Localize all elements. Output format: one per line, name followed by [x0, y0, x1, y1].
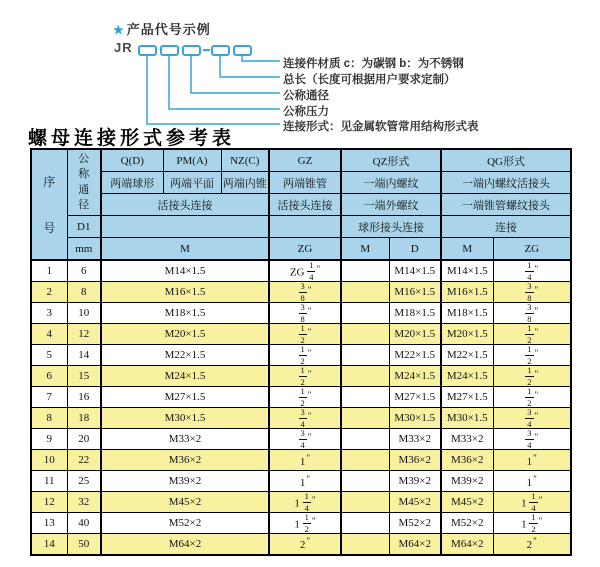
cell-seq: 4 — [31, 324, 67, 345]
cell-dn: 50 — [67, 534, 101, 555]
cell-qg_zg — [493, 260, 571, 282]
header-qg-zg: ZG — [493, 238, 571, 261]
cell-zg: 1 $\frac{1}{2}$ " — [269, 513, 341, 534]
cell-dn: 12 — [67, 324, 101, 345]
cell-qg_m: M22×1.5 — [441, 345, 493, 366]
table-row — [31, 534, 571, 555]
cell-qz_m — [341, 450, 389, 471]
inch-mark: " — [307, 368, 312, 379]
cell-dn: 14 — [67, 345, 101, 366]
cell-m: M45×2 — [101, 492, 269, 513]
cell-m: M36×2 — [101, 450, 269, 471]
cell-zg — [269, 408, 341, 429]
cell-qz_d: M24×1.5 — [389, 366, 441, 387]
cell-dn: 20 — [67, 429, 101, 450]
cell-zg — [269, 345, 341, 366]
inch-mark: " — [534, 389, 539, 400]
cell-zg: ZG $\frac{1}{4}$ " — [269, 260, 341, 282]
cell-qz_d: M27×1.5 — [389, 387, 441, 408]
header-qd: Q(D) — [101, 149, 163, 172]
inch-mark: " — [538, 494, 543, 505]
cell-qg_m: M30×1.5 — [441, 408, 493, 429]
table-row — [31, 450, 571, 471]
header-pma: PM(A) — [163, 149, 221, 172]
header-qz-d: D — [389, 238, 441, 261]
cell-qz_m — [341, 303, 389, 324]
cell-dn: 18 — [67, 408, 101, 429]
inch-mark: " — [533, 473, 537, 484]
cell-qz_m — [341, 408, 389, 429]
header-blank-gz — [269, 216, 341, 238]
cell-qz_d: M33×2 — [389, 429, 441, 450]
cell-m: M18×1.5 — [101, 303, 269, 324]
table-row — [31, 345, 571, 366]
fraction: $\frac{1}{2}$ — [527, 365, 532, 387]
header-m: M — [101, 238, 269, 261]
star-icon: ★ — [113, 23, 125, 37]
cell-seq: 5 — [31, 345, 67, 366]
cell-dn: 6 — [67, 260, 101, 282]
cell-qg_zg — [493, 408, 571, 429]
cell-qg_m: M39×2 — [441, 471, 493, 492]
cell-seq: 7 — [31, 387, 67, 408]
fraction: $\frac{1}{2}$ — [531, 512, 536, 534]
cell-seq: 14 — [31, 534, 67, 555]
header-gz-connection: 活接头连接 — [269, 194, 341, 216]
cell-zg — [269, 303, 341, 324]
table-row — [31, 408, 571, 429]
fraction: $\frac{1}{2}$ — [300, 386, 305, 408]
cell-dn: 40 — [67, 513, 101, 534]
table-row — [31, 513, 571, 534]
cell-zg — [269, 282, 341, 303]
cell-m: M16×1.5 — [101, 282, 269, 303]
header-qg-desc: 一端内螺纹活接头 — [441, 172, 571, 194]
cell-qg_m: M14×1.5 — [441, 260, 493, 282]
inch-mark: " — [306, 536, 311, 547]
cell-qz_m — [341, 534, 389, 555]
header-pma-desc: 两端平面 — [163, 172, 221, 194]
cell-seq: 13 — [31, 513, 67, 534]
cell-qg_zg — [493, 324, 571, 345]
cell-m: M22×1.5 — [101, 345, 269, 366]
cell-zg: 2" — [269, 534, 341, 555]
cell-qg_m: M45×2 — [441, 492, 493, 513]
inch-mark: " — [534, 305, 539, 316]
cell-m: M30×1.5 — [101, 408, 269, 429]
cell-qg_m: M20×1.5 — [441, 324, 493, 345]
cell-m: M33×2 — [101, 429, 269, 450]
header-qg-connection: 连接 — [441, 216, 571, 238]
table-row — [31, 366, 571, 387]
cell-seq: 2 — [31, 282, 67, 303]
inch-mark: " — [311, 494, 316, 505]
cell-dn: 22 — [67, 450, 101, 471]
cell-zg — [269, 324, 341, 345]
fraction: $\frac{1}{4}$ — [527, 260, 532, 282]
cell-qg_zg — [493, 366, 571, 387]
cell-qg_zg: 1 $\frac{1}{4}$ " — [493, 492, 571, 513]
inch-mark: " — [534, 347, 539, 358]
cell-seq: 8 — [31, 408, 67, 429]
fraction: $\frac{1}{4}$ — [304, 491, 309, 513]
diagram-label-diameter: 公称通径 — [283, 90, 329, 102]
cell-dn: 15 — [67, 366, 101, 387]
header-blank-m — [101, 216, 269, 238]
code-box — [234, 46, 251, 55]
fraction: $\frac{1}{2}$ — [527, 386, 532, 408]
cell-qg_m: M27×1.5 — [441, 387, 493, 408]
cell-m: M24×1.5 — [101, 366, 269, 387]
inch-mark: " — [307, 347, 312, 358]
nut-connection-table — [30, 148, 572, 556]
cell-qz_m — [341, 513, 389, 534]
fraction: $\frac{3}{4}$ — [300, 428, 305, 450]
cell-m: M27×1.5 — [101, 387, 269, 408]
cell-qz_d: M39×2 — [389, 471, 441, 492]
header-gz-desc: 两端锥管 — [269, 172, 341, 194]
header-qg-type: QG形式 — [441, 149, 571, 172]
cell-qz_d: M20×1.5 — [389, 324, 441, 345]
cell-dn: 8 — [67, 282, 101, 303]
cell-zg — [269, 429, 341, 450]
inch-mark: " — [306, 452, 311, 463]
cell-dn: 32 — [67, 492, 101, 513]
inch-mark: " — [307, 284, 312, 295]
fraction: $\frac{3}{8}$ — [527, 302, 532, 324]
cell-m: M39×2 — [101, 471, 269, 492]
cell-seq: 11 — [31, 471, 67, 492]
fraction: $\frac{1}{2}$ — [304, 512, 309, 534]
cell-zg: 1 $\frac{1}{4}$ " — [269, 492, 341, 513]
header-nzc-desc: 两端内锥 — [221, 172, 269, 194]
code-box — [139, 46, 156, 55]
fraction: $\frac{3}{8}$ — [300, 281, 305, 303]
cell-qz_d: M36×2 — [389, 450, 441, 471]
header-qz-m: M — [341, 238, 389, 261]
cell-seq: 10 — [31, 450, 67, 471]
fraction: $\frac{3}{8}$ — [527, 281, 532, 303]
cell-qg_zg: 1" — [493, 450, 571, 471]
cell-qg_m: M36×2 — [441, 450, 493, 471]
header-nominal-diameter: 公称通径 — [67, 149, 101, 216]
cell-dn: 16 — [67, 387, 101, 408]
inch-mark: " — [306, 473, 311, 484]
header-qg-m: M — [441, 238, 493, 261]
cell-zg — [269, 366, 341, 387]
code-box — [161, 46, 178, 55]
cell-qz_d: M14×1.5 — [389, 260, 441, 282]
diagram-label-material: 连接件材质 c：为碳钢 b：为不锈钢 — [283, 58, 464, 70]
cell-qg_zg — [493, 282, 571, 303]
inch-mark: " — [534, 326, 539, 337]
cell-qz_d: M64×2 — [389, 534, 441, 555]
header-mm: mm — [67, 238, 101, 261]
header-gz: GZ — [269, 149, 341, 172]
diagram-title-text: 产品代号示例 — [126, 22, 211, 37]
cell-qz_d: M16×1.5 — [389, 282, 441, 303]
header-d1: D1 — [67, 216, 101, 238]
cell-qz_d: M30×1.5 — [389, 408, 441, 429]
cell-qg_zg — [493, 345, 571, 366]
cell-qg_zg — [493, 429, 571, 450]
inch-mark: " — [533, 536, 537, 547]
cell-qg_zg: 1" — [493, 471, 571, 492]
inch-mark: " — [307, 305, 312, 316]
cell-seq: 6 — [31, 366, 67, 387]
cell-zg — [269, 387, 341, 408]
cell-seq: 1 — [31, 260, 67, 282]
header-zg: ZG — [269, 238, 341, 261]
fraction: $\frac{1}{2}$ — [527, 323, 532, 345]
table-row — [31, 492, 571, 513]
fraction: $\frac{3}{4}$ — [527, 428, 532, 450]
cell-qz_m — [341, 345, 389, 366]
cell-seq: 12 — [31, 492, 67, 513]
inch-mark: " — [534, 410, 539, 421]
header-qz-type: QZ形式 — [341, 149, 441, 172]
cell-qz_m — [341, 471, 389, 492]
fraction: $\frac{1}{2}$ — [527, 344, 532, 366]
table-title: 螺母连接形式参考表 — [28, 127, 236, 149]
cell-zg: 1" — [269, 471, 341, 492]
fraction: $\frac{3}{8}$ — [300, 302, 305, 324]
connector-line — [169, 55, 280, 109]
header-union-connection: 活接头连接 — [101, 194, 269, 216]
cell-qz_m — [341, 260, 389, 282]
cell-qg_zg — [493, 303, 571, 324]
table-row — [31, 260, 571, 282]
inch-mark: " — [307, 431, 312, 442]
fraction: $\frac{1}{4}$ — [309, 260, 314, 282]
table-header — [31, 149, 571, 260]
table-row — [31, 471, 571, 492]
product-code-prefix: JR — [114, 40, 133, 55]
cell-qg_zg: 1 $\frac{1}{2}$ " — [493, 513, 571, 534]
inch-mark: " — [316, 263, 321, 274]
fraction: $\frac{3}{4}$ — [300, 407, 305, 429]
cell-qg_m: M52×2 — [441, 513, 493, 534]
inch-mark: " — [307, 326, 312, 337]
connector-line — [147, 55, 280, 124]
cell-m: M64×2 — [101, 534, 269, 555]
header-qg-taper: 一端锥管螺纹接头 — [441, 194, 571, 216]
inch-mark: " — [538, 515, 543, 526]
cell-qz_d: M45×2 — [389, 492, 441, 513]
cell-qz_m — [341, 282, 389, 303]
header-qz-desc: 一端内螺纹 — [341, 172, 441, 194]
cell-qz_d: M22×1.5 — [389, 345, 441, 366]
code-box — [183, 46, 200, 55]
cell-dn: 10 — [67, 303, 101, 324]
cell-qg_m: M33×2 — [441, 429, 493, 450]
header-qz-ball-connection: 球形接头连接 — [341, 216, 441, 238]
header-nzc: NZ(C) — [221, 149, 269, 172]
inch-mark: " — [311, 515, 316, 526]
cell-m: M52×2 — [101, 513, 269, 534]
cell-qz_m — [341, 429, 389, 450]
cell-qz_m — [341, 387, 389, 408]
cell-qg_zg: 2" — [493, 534, 571, 555]
table-row — [31, 282, 571, 303]
cell-m: M14×1.5 — [101, 260, 269, 282]
table-body — [31, 260, 571, 555]
table-row — [31, 429, 571, 450]
cell-qz_d: M18×1.5 — [389, 303, 441, 324]
inch-mark: " — [534, 263, 539, 274]
code-box — [212, 46, 229, 55]
table-row — [31, 387, 571, 408]
cell-qg_m: M16×1.5 — [441, 282, 493, 303]
cell-zg: 1" — [269, 450, 341, 471]
header-seq: 序号 — [31, 149, 67, 260]
cell-dn: 25 — [67, 471, 101, 492]
inch-mark: " — [533, 452, 537, 463]
fraction: $\frac{1}{2}$ — [300, 365, 305, 387]
inch-mark: " — [307, 410, 312, 421]
diagram-label-length: 总长（长度可根据用户要求定制） — [283, 74, 456, 86]
fraction: $\frac{1}{2}$ — [300, 344, 305, 366]
diagram-label-pressure: 公称压力 — [283, 106, 329, 118]
inch-mark: " — [307, 389, 312, 400]
header-qd-desc: 两端球形 — [101, 172, 163, 194]
reference-table-container — [30, 148, 572, 556]
header-qz-external: 一端外螺纹 — [341, 194, 441, 216]
cell-qg_m: M18×1.5 — [441, 303, 493, 324]
inch-mark: " — [534, 284, 539, 295]
cell-qz_m — [341, 366, 389, 387]
cell-qg_m: M24×1.5 — [441, 366, 493, 387]
connector-line — [220, 55, 280, 77]
cell-qz_d: M52×2 — [389, 513, 441, 534]
table-row — [31, 324, 571, 345]
fraction: $\frac{1}{4}$ — [531, 491, 536, 513]
cell-qg_m: M64×2 — [441, 534, 493, 555]
diagram-label-connection: 连接形式：见金属软管常用结构形式表 — [283, 121, 479, 133]
fraction: $\frac{3}{4}$ — [527, 407, 532, 429]
table-row — [31, 303, 571, 324]
cell-seq: 9 — [31, 429, 67, 450]
inch-mark: " — [534, 368, 539, 379]
inch-mark: " — [534, 431, 539, 442]
cell-seq: 3 — [31, 303, 67, 324]
fraction: $\frac{1}{2}$ — [300, 323, 305, 345]
diagram-title — [113, 19, 211, 38]
cell-qg_zg — [493, 387, 571, 408]
cell-qz_m — [341, 324, 389, 345]
cell-m: M20×1.5 — [101, 324, 269, 345]
cell-qz_m — [341, 492, 389, 513]
